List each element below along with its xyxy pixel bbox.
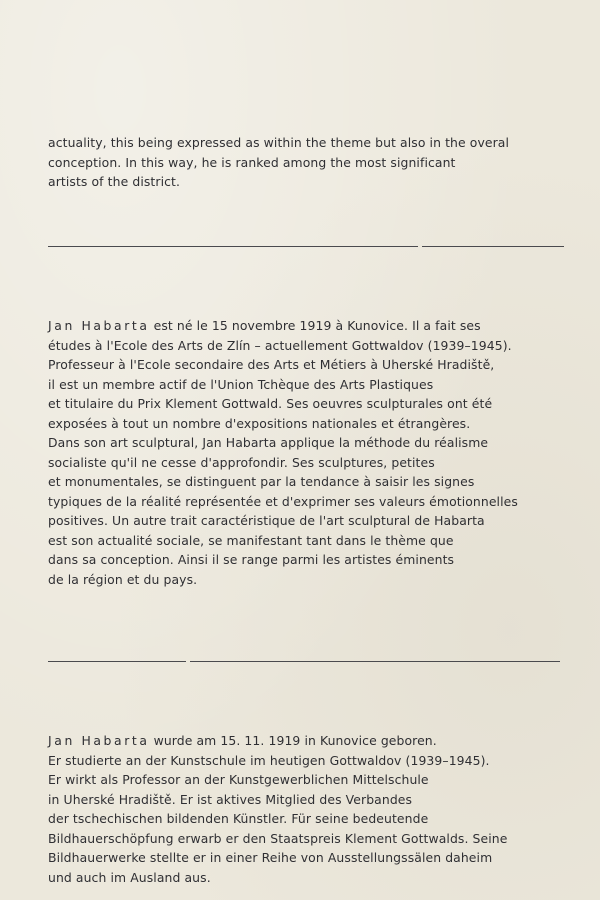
english-paragraph: [48, 133, 570, 192]
german-paragraph: [48, 731, 570, 887]
section-divider: [48, 661, 560, 662]
french-line-text: est né le 15 novembre 1919 à Kunovice. Il a fait ses: [149, 318, 481, 333]
french-line: études à l'Ecole des Arts de Zlín – actuellement Gottwaldov (1939–1945).: [48, 337, 512, 353]
french-line: exposées à tout un nombre d'expositions nationales et étrangères.: [48, 415, 471, 431]
german-line: Bildhauerschöpfung erwarb er den Staatspreis Klement Gottwalds. Seine: [48, 830, 508, 846]
english-line: actuality, this being expressed as within the theme but also in the overal: [48, 135, 510, 150]
french-line: Professeur à l'Ecole secondaire des Arts et Métiers à Uherské Hradiště,: [48, 357, 495, 372]
german-line: [48, 731, 570, 751]
french-line: dans sa conception. Ainsi il se range parmi les artistes éminents: [48, 552, 455, 567]
french-line: Dans son art sculptural, Jan Habarta applique la méthode du réalisme: [48, 435, 489, 450]
english-line: artists of the district.: [48, 174, 181, 189]
french-line: socialiste qu'il ne cesse d'approfondir. Ses sculptures, petites: [48, 454, 435, 470]
section-divider: [48, 246, 564, 247]
french-line: de la région et du pays.: [48, 571, 198, 587]
german-line: Bildhauerwerke stellte er in einer Reihe von Ausstellungssälen daheim: [48, 850, 493, 865]
french-line: [48, 316, 570, 336]
french-line: il est un membre actif de l'Union Tchèque des Arts Plastiques: [48, 376, 434, 392]
german-line: Er wirkt als Professor an der Kunstgewerblichen Mittelschule: [48, 772, 429, 787]
german-line-text: wurde am 15. 11. 1919 in Kunovice geboren.: [149, 733, 437, 748]
german-line: Er studierte an der Kunstschule im heutigen Gottwaldov (1939–1945).: [48, 752, 490, 768]
german-line: in Uherské Hradiště. Er ist aktives Mitglied des Verbandes: [48, 791, 413, 807]
english-line: conception. In this way, he is ranked among the most significant: [48, 154, 456, 170]
french-paragraph: [48, 316, 570, 589]
french-line: et titulaire du Prix Klement Gottwald. Ses oeuvres sculpturales ont été: [48, 396, 493, 411]
author-name: Jan Habarta: [48, 318, 150, 333]
french-line: typiques de la réalité représentée et d'exprimer ses valeurs émotionnelles: [48, 493, 518, 509]
divider-gap: [418, 245, 422, 248]
german-line: der tschechischen bildenden Künstler. Für seine bedeutende: [48, 811, 429, 826]
author-name: Jan Habarta: [48, 733, 150, 748]
french-line: et monumentales, se distinguent par la tendance à saisir les signes: [48, 474, 475, 489]
divider-gap: [186, 660, 190, 663]
french-line: positives. Un autre trait caractéristique de l'art sculptural de Habarta: [48, 513, 485, 528]
german-line: und auch im Ausland aus.: [48, 869, 211, 885]
french-line: est son actualité sociale, se manifestant tant dans le thème que: [48, 532, 454, 548]
